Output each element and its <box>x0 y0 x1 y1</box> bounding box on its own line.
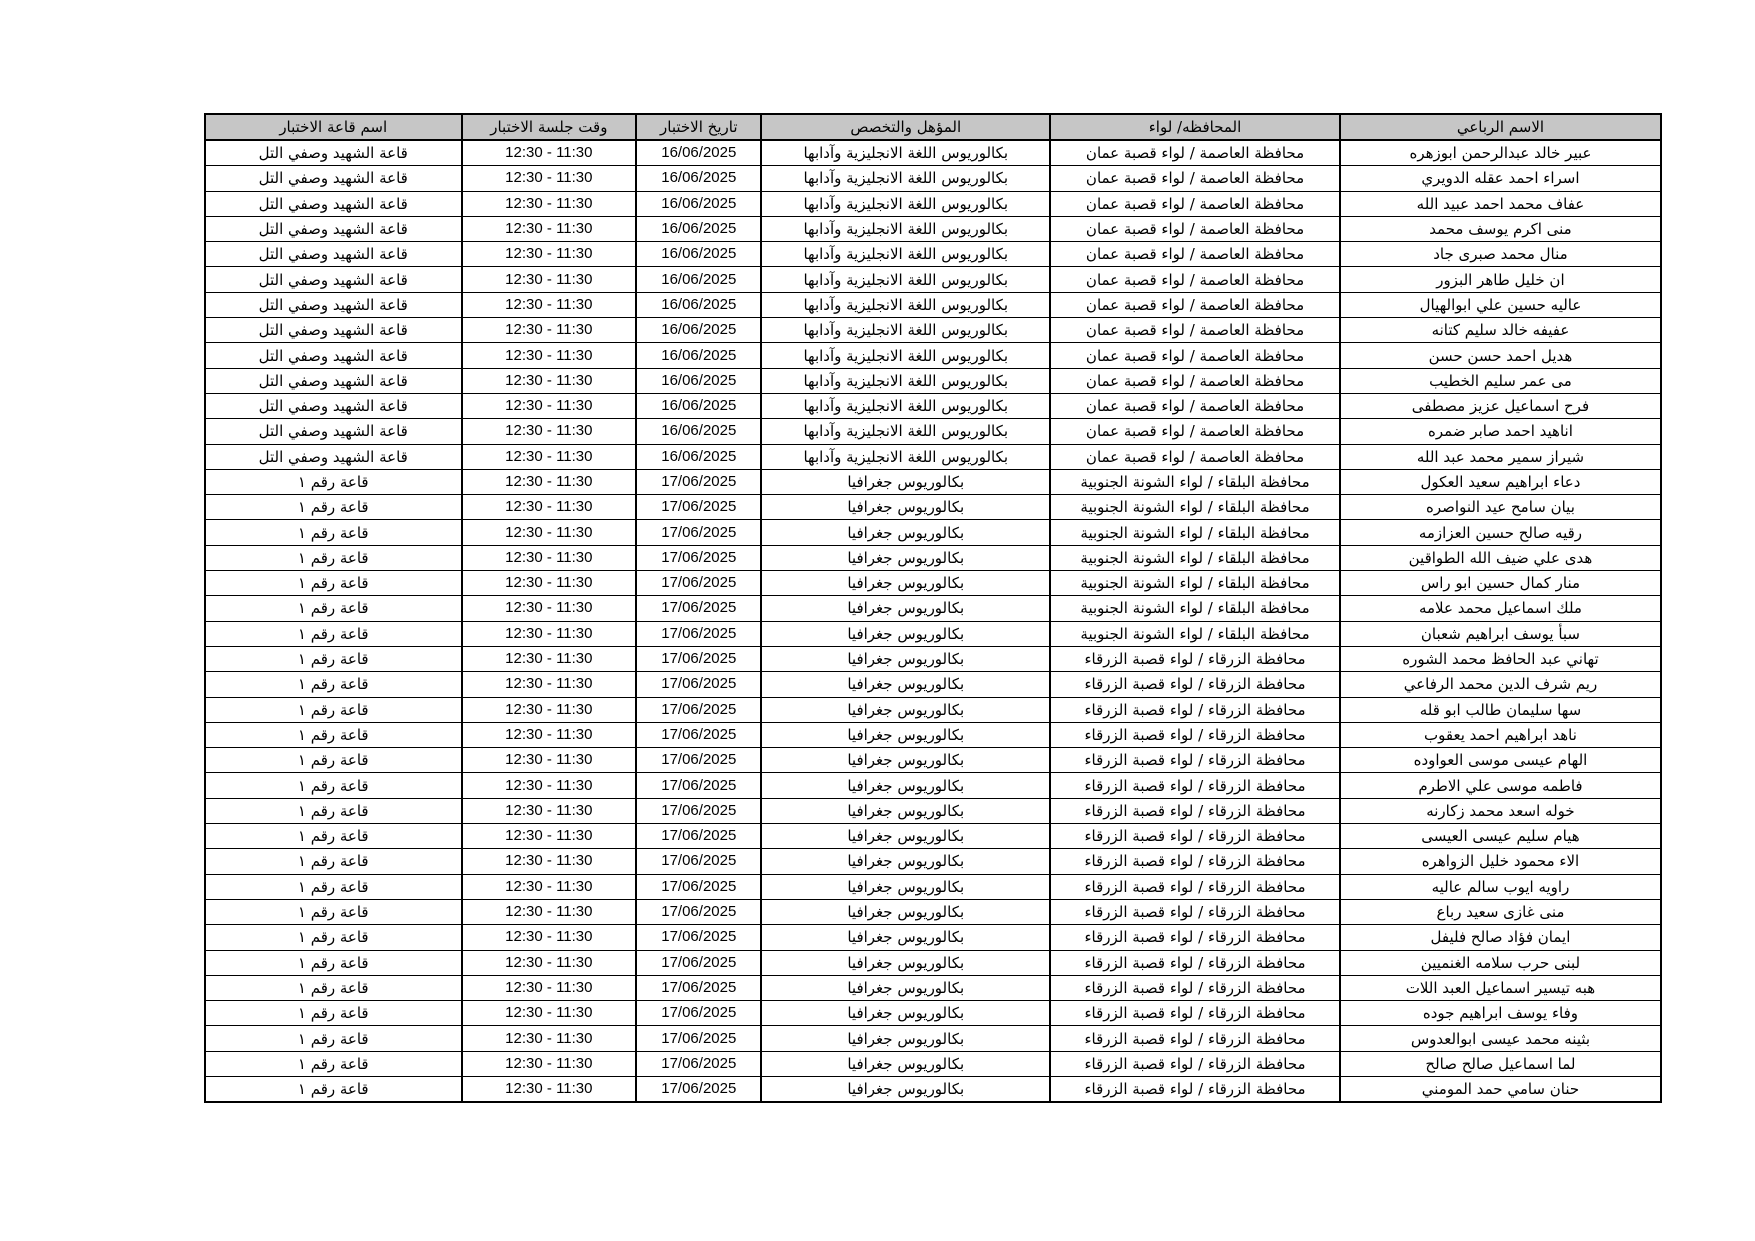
cell-name: منى غازى سعيد رباع <box>1340 899 1661 924</box>
cell-name: ملك اسماعيل محمد علامه <box>1340 596 1661 621</box>
cell-governorate: محافظة العاصمة / لواء قصبة عمان <box>1050 419 1340 444</box>
cell-date: 16/06/2025 <box>636 267 761 292</box>
cell-qualification: بكالوريوس جغرافيا <box>761 1051 1050 1076</box>
cell-time: 11:30 - 12:30 <box>462 646 637 671</box>
cell-date: 17/06/2025 <box>636 849 761 874</box>
cell-time: 11:30 - 12:30 <box>462 393 637 418</box>
cell-date: 16/06/2025 <box>636 368 761 393</box>
cell-time: 11:30 - 12:30 <box>462 596 637 621</box>
cell-room: قاعة رقم ١ <box>205 545 462 570</box>
cell-room: قاعة رقم ١ <box>205 1026 462 1051</box>
cell-name: دعاء ابراهيم سعيد العكول <box>1340 469 1661 494</box>
cell-time: 11:30 - 12:30 <box>462 318 637 343</box>
cell-name: ان خليل طاهر البزور <box>1340 267 1661 292</box>
cell-date: 17/06/2025 <box>636 469 761 494</box>
cell-name: راويه ايوب سالم عاليه <box>1340 874 1661 899</box>
cell-governorate: محافظة الزرقاء / لواء قصبة الزرقاء <box>1050 748 1340 773</box>
cell-governorate: محافظة العاصمة / لواء قصبة عمان <box>1050 368 1340 393</box>
cell-date: 17/06/2025 <box>636 1001 761 1026</box>
cell-room: قاعة الشهيد وصفي التل <box>205 140 462 166</box>
cell-governorate: محافظة البلقاء / لواء الشونة الجنوبية <box>1050 596 1340 621</box>
cell-date: 17/06/2025 <box>636 824 761 849</box>
cell-time: 11:30 - 12:30 <box>462 925 637 950</box>
cell-time: 11:30 - 12:30 <box>462 545 637 570</box>
cell-room: قاعة رقم ١ <box>205 849 462 874</box>
cell-time: 11:30 - 12:30 <box>462 824 637 849</box>
cell-name: لبنى حرب سلامه الغنميين <box>1340 950 1661 975</box>
cell-name: اسراء احمد عقله الدويري <box>1340 166 1661 191</box>
cell-qualification: بكالوريوس جغرافيا <box>761 1026 1050 1051</box>
cell-qualification: بكالوريوس جغرافيا <box>761 697 1050 722</box>
cell-governorate: محافظة الزرقاء / لواء قصبة الزرقاء <box>1050 773 1340 798</box>
cell-qualification: بكالوريوس جغرافيا <box>761 975 1050 1000</box>
cell-time: 11:30 - 12:30 <box>462 242 637 267</box>
cell-time: 11:30 - 12:30 <box>462 267 637 292</box>
cell-qualification: بكالوريوس اللغة الانجليزية وآدابها <box>761 393 1050 418</box>
table-row <box>205 469 1661 494</box>
cell-time: 11:30 - 12:30 <box>462 444 637 469</box>
table-row <box>205 950 1661 975</box>
cell-qualification: بكالوريوس جغرافيا <box>761 621 1050 646</box>
cell-date: 17/06/2025 <box>636 495 761 520</box>
cell-date: 16/06/2025 <box>636 393 761 418</box>
cell-qualification: بكالوريوس جغرافيا <box>761 1076 1050 1102</box>
cell-qualification: بكالوريوس جغرافيا <box>761 545 1050 570</box>
table-row <box>205 444 1661 469</box>
cell-governorate: محافظة العاصمة / لواء قصبة عمان <box>1050 191 1340 216</box>
cell-qualification: بكالوريوس اللغة الانجليزية وآدابها <box>761 166 1050 191</box>
cell-date: 17/06/2025 <box>636 1026 761 1051</box>
cell-room: قاعة الشهيد وصفي التل <box>205 393 462 418</box>
table-row <box>205 1051 1661 1076</box>
cell-governorate: محافظة البلقاء / لواء الشونة الجنوبية <box>1050 520 1340 545</box>
cell-governorate: محافظة العاصمة / لواء قصبة عمان <box>1050 292 1340 317</box>
cell-governorate: محافظة الزرقاء / لواء قصبة الزرقاء <box>1050 849 1340 874</box>
cell-governorate: محافظة العاصمة / لواء قصبة عمان <box>1050 318 1340 343</box>
cell-governorate: محافظة العاصمة / لواء قصبة عمان <box>1050 140 1340 166</box>
cell-name: حنان سامي حمد المومني <box>1340 1076 1661 1102</box>
cell-time: 11:30 - 12:30 <box>462 571 637 596</box>
cell-governorate: محافظة العاصمة / لواء قصبة عمان <box>1050 343 1340 368</box>
cell-room: قاعة رقم ١ <box>205 520 462 545</box>
cell-governorate: محافظة الزرقاء / لواء قصبة الزرقاء <box>1050 672 1340 697</box>
cell-time: 11:30 - 12:30 <box>462 950 637 975</box>
exam-schedule-sheet <box>204 113 1662 1103</box>
cell-qualification: بكالوريوس جغرافيا <box>761 925 1050 950</box>
cell-governorate: محافظة الزرقاء / لواء قصبة الزرقاء <box>1050 722 1340 747</box>
table-row <box>205 419 1661 444</box>
cell-date: 17/06/2025 <box>636 520 761 545</box>
cell-name: ايمان فؤاد صالح فليفل <box>1340 925 1661 950</box>
cell-time: 11:30 - 12:30 <box>462 748 637 773</box>
cell-qualification: بكالوريوس اللغة الانجليزية وآدابها <box>761 267 1050 292</box>
cell-name: مى عمر سليم الخطيب <box>1340 368 1661 393</box>
cell-qualification: بكالوريوس جغرافيا <box>761 748 1050 773</box>
table-row <box>205 697 1661 722</box>
cell-time: 11:30 - 12:30 <box>462 1051 637 1076</box>
cell-room: قاعة رقم ١ <box>205 571 462 596</box>
cell-date: 16/06/2025 <box>636 216 761 241</box>
cell-date: 17/06/2025 <box>636 646 761 671</box>
cell-governorate: محافظة الزرقاء / لواء قصبة الزرقاء <box>1050 899 1340 924</box>
cell-qualification: بكالوريوس جغرافيا <box>761 596 1050 621</box>
cell-room: قاعة رقم ١ <box>205 925 462 950</box>
cell-qualification: بكالوريوس جغرافيا <box>761 798 1050 823</box>
cell-time: 11:30 - 12:30 <box>462 140 637 166</box>
cell-name: ناهد ابراهيم احمد يعقوب <box>1340 722 1661 747</box>
table-row <box>205 166 1661 191</box>
table-row <box>205 520 1661 545</box>
cell-room: قاعة رقم ١ <box>205 874 462 899</box>
cell-governorate: محافظة الزرقاء / لواء قصبة الزرقاء <box>1050 975 1340 1000</box>
cell-qualification: بكالوريوس جغرافيا <box>761 646 1050 671</box>
cell-room: قاعة رقم ١ <box>205 469 462 494</box>
table-row <box>205 267 1661 292</box>
cell-time: 11:30 - 12:30 <box>462 798 637 823</box>
cell-room: قاعة رقم ١ <box>205 596 462 621</box>
cell-time: 11:30 - 12:30 <box>462 672 637 697</box>
table-row <box>205 545 1661 570</box>
cell-time: 11:30 - 12:30 <box>462 899 637 924</box>
cell-qualification: بكالوريوس جغرافيا <box>761 469 1050 494</box>
cell-name: الهام عيسى موسى العواوده <box>1340 748 1661 773</box>
cell-room: قاعة رقم ١ <box>205 722 462 747</box>
table-row <box>205 925 1661 950</box>
cell-date: 16/06/2025 <box>636 242 761 267</box>
cell-governorate: محافظة الزرقاء / لواء قصبة الزرقاء <box>1050 824 1340 849</box>
cell-room: قاعة رقم ١ <box>205 1076 462 1102</box>
cell-name: وفاء يوسف ابراهيم جوده <box>1340 1001 1661 1026</box>
table-row <box>205 216 1661 241</box>
cell-qualification: بكالوريوس جغرافيا <box>761 950 1050 975</box>
table-row <box>205 596 1661 621</box>
cell-qualification: بكالوريوس اللغة الانجليزية وآدابها <box>761 444 1050 469</box>
cell-room: قاعة رقم ١ <box>205 950 462 975</box>
cell-qualification: بكالوريوس جغرافيا <box>761 773 1050 798</box>
cell-room: قاعة رقم ١ <box>205 975 462 1000</box>
cell-name: عفاف محمد احمد عبيد الله <box>1340 191 1661 216</box>
cell-governorate: محافظة البلقاء / لواء الشونة الجنوبية <box>1050 545 1340 570</box>
cell-date: 17/06/2025 <box>636 748 761 773</box>
cell-date: 17/06/2025 <box>636 1076 761 1102</box>
table-body <box>205 140 1661 1102</box>
table-row <box>205 191 1661 216</box>
cell-room: قاعة رقم ١ <box>205 646 462 671</box>
header-qualification: المؤهل والتخصص <box>761 114 1050 140</box>
cell-time: 11:30 - 12:30 <box>462 292 637 317</box>
cell-room: قاعة الشهيد وصفي التل <box>205 166 462 191</box>
cell-date: 17/06/2025 <box>636 672 761 697</box>
cell-room: قاعة رقم ١ <box>205 697 462 722</box>
cell-name: شيراز سمير محمد عبد الله <box>1340 444 1661 469</box>
cell-date: 17/06/2025 <box>636 722 761 747</box>
cell-date: 17/06/2025 <box>636 621 761 646</box>
cell-date: 16/06/2025 <box>636 318 761 343</box>
cell-date: 17/06/2025 <box>636 1051 761 1076</box>
cell-time: 11:30 - 12:30 <box>462 849 637 874</box>
cell-name: فاطمه موسى علي الاطرم <box>1340 773 1661 798</box>
cell-date: 17/06/2025 <box>636 697 761 722</box>
cell-date: 17/06/2025 <box>636 596 761 621</box>
cell-qualification: بكالوريوس جغرافيا <box>761 722 1050 747</box>
table-row <box>205 975 1661 1000</box>
cell-name: منى اكرم يوسف محمد <box>1340 216 1661 241</box>
cell-date: 17/06/2025 <box>636 975 761 1000</box>
cell-date: 17/06/2025 <box>636 899 761 924</box>
table-row <box>205 1026 1661 1051</box>
cell-governorate: محافظة العاصمة / لواء قصبة عمان <box>1050 267 1340 292</box>
table-row <box>205 1076 1661 1102</box>
cell-governorate: محافظة العاصمة / لواء قصبة عمان <box>1050 216 1340 241</box>
table-row <box>205 368 1661 393</box>
cell-room: قاعة الشهيد وصفي التل <box>205 216 462 241</box>
cell-qualification: بكالوريوس اللغة الانجليزية وآدابها <box>761 242 1050 267</box>
cell-date: 16/06/2025 <box>636 343 761 368</box>
cell-date: 17/06/2025 <box>636 925 761 950</box>
cell-name: فرح اسماعيل عزيز مصطفى <box>1340 393 1661 418</box>
cell-name: رقيه صالح حسين العزازمه <box>1340 520 1661 545</box>
table-row <box>205 748 1661 773</box>
table-row <box>205 393 1661 418</box>
header-governorate: المحافظه/ لواء <box>1050 114 1340 140</box>
cell-governorate: محافظة البلقاء / لواء الشونة الجنوبية <box>1050 495 1340 520</box>
cell-qualification: بكالوريوس جغرافيا <box>761 1001 1050 1026</box>
cell-governorate: محافظة العاصمة / لواء قصبة عمان <box>1050 242 1340 267</box>
table-row <box>205 773 1661 798</box>
table-row <box>205 672 1661 697</box>
cell-qualification: بكالوريوس جغرافيا <box>761 824 1050 849</box>
cell-governorate: محافظة البلقاء / لواء الشونة الجنوبية <box>1050 621 1340 646</box>
cell-qualification: بكالوريوس اللغة الانجليزية وآدابها <box>761 191 1050 216</box>
cell-qualification: بكالوريوس جغرافيا <box>761 874 1050 899</box>
header-time: وقت جلسة الاختبار <box>462 114 637 140</box>
cell-governorate: محافظة الزرقاء / لواء قصبة الزرقاء <box>1050 1051 1340 1076</box>
header-date: تاريخ الاختبار <box>636 114 761 140</box>
cell-governorate: محافظة العاصمة / لواء قصبة عمان <box>1050 393 1340 418</box>
cell-room: قاعة رقم ١ <box>205 773 462 798</box>
cell-qualification: بكالوريوس اللغة الانجليزية وآدابها <box>761 292 1050 317</box>
table-row <box>205 242 1661 267</box>
cell-time: 11:30 - 12:30 <box>462 419 637 444</box>
cell-room: قاعة رقم ١ <box>205 748 462 773</box>
cell-qualification: بكالوريوس جغرافيا <box>761 849 1050 874</box>
table-row <box>205 824 1661 849</box>
cell-qualification: بكالوريوس اللغة الانجليزية وآدابها <box>761 343 1050 368</box>
cell-date: 17/06/2025 <box>636 950 761 975</box>
cell-date: 16/06/2025 <box>636 292 761 317</box>
cell-name: بثينه محمد عيسى ابوالعدوس <box>1340 1026 1661 1051</box>
table-row <box>205 571 1661 596</box>
cell-name: منال محمد صبرى جاد <box>1340 242 1661 267</box>
table-row <box>205 798 1661 823</box>
cell-name: هديل احمد حسن حسن <box>1340 343 1661 368</box>
table-row <box>205 140 1661 166</box>
cell-name: بيان سامح عيد النواصره <box>1340 495 1661 520</box>
cell-time: 11:30 - 12:30 <box>462 469 637 494</box>
cell-governorate: محافظة العاصمة / لواء قصبة عمان <box>1050 444 1340 469</box>
cell-governorate: محافظة الزرقاء / لواء قصبة الزرقاء <box>1050 697 1340 722</box>
cell-qualification: بكالوريوس جغرافيا <box>761 520 1050 545</box>
cell-governorate: محافظة الزرقاء / لواء قصبة الزرقاء <box>1050 646 1340 671</box>
cell-governorate: محافظة الزرقاء / لواء قصبة الزرقاء <box>1050 950 1340 975</box>
cell-name: عاليه حسين علي ابوالهيال <box>1340 292 1661 317</box>
cell-time: 11:30 - 12:30 <box>462 343 637 368</box>
cell-time: 11:30 - 12:30 <box>462 621 637 646</box>
cell-date: 16/06/2025 <box>636 140 761 166</box>
cell-name: سها سليمان طالب ابو قله <box>1340 697 1661 722</box>
cell-time: 11:30 - 12:30 <box>462 975 637 1000</box>
cell-date: 17/06/2025 <box>636 874 761 899</box>
exam-schedule-table <box>204 113 1662 1103</box>
cell-name: عبير خالد عبدالرحمن ابوزهره <box>1340 140 1661 166</box>
cell-name: ريم شرف الدين محمد الرفاعي <box>1340 672 1661 697</box>
cell-date: 16/06/2025 <box>636 191 761 216</box>
cell-time: 11:30 - 12:30 <box>462 1076 637 1102</box>
table-header <box>205 114 1661 140</box>
cell-room: قاعة الشهيد وصفي التل <box>205 267 462 292</box>
cell-room: قاعة رقم ١ <box>205 798 462 823</box>
cell-room: قاعة الشهيد وصفي التل <box>205 444 462 469</box>
cell-qualification: بكالوريوس جغرافيا <box>761 899 1050 924</box>
table-row <box>205 722 1661 747</box>
cell-governorate: محافظة الزرقاء / لواء قصبة الزرقاء <box>1050 925 1340 950</box>
cell-qualification: بكالوريوس جغرافيا <box>761 495 1050 520</box>
cell-room: قاعة رقم ١ <box>205 621 462 646</box>
cell-qualification: بكالوريوس اللغة الانجليزية وآدابها <box>761 140 1050 166</box>
table-row <box>205 292 1661 317</box>
cell-date: 16/06/2025 <box>636 166 761 191</box>
cell-room: قاعة رقم ١ <box>205 1051 462 1076</box>
table-row <box>205 899 1661 924</box>
cell-name: اناهيد احمد صابر ضمره <box>1340 419 1661 444</box>
cell-room: قاعة رقم ١ <box>205 899 462 924</box>
table-row <box>205 874 1661 899</box>
cell-room: قاعة الشهيد وصفي التل <box>205 318 462 343</box>
cell-room: قاعة الشهيد وصفي التل <box>205 191 462 216</box>
cell-name: هدى علي ضيف الله الطواقين <box>1340 545 1661 570</box>
cell-time: 11:30 - 12:30 <box>462 520 637 545</box>
table-row <box>205 343 1661 368</box>
cell-governorate: محافظة البلقاء / لواء الشونة الجنوبية <box>1050 571 1340 596</box>
cell-date: 17/06/2025 <box>636 571 761 596</box>
cell-time: 11:30 - 12:30 <box>462 495 637 520</box>
cell-qualification: بكالوريوس اللغة الانجليزية وآدابها <box>761 368 1050 393</box>
cell-date: 16/06/2025 <box>636 444 761 469</box>
cell-qualification: بكالوريوس اللغة الانجليزية وآدابها <box>761 318 1050 343</box>
cell-governorate: محافظة البلقاء / لواء الشونة الجنوبية <box>1050 469 1340 494</box>
table-row <box>205 621 1661 646</box>
cell-qualification: بكالوريوس جغرافيا <box>761 571 1050 596</box>
cell-governorate: محافظة الزرقاء / لواء قصبة الزرقاء <box>1050 1026 1340 1051</box>
cell-governorate: محافظة الزرقاء / لواء قصبة الزرقاء <box>1050 798 1340 823</box>
cell-time: 11:30 - 12:30 <box>462 722 637 747</box>
cell-qualification: بكالوريوس جغرافيا <box>761 672 1050 697</box>
cell-time: 11:30 - 12:30 <box>462 1001 637 1026</box>
cell-name: تهاني عبد الحافظ محمد الشوره <box>1340 646 1661 671</box>
cell-room: قاعة رقم ١ <box>205 1001 462 1026</box>
cell-time: 11:30 - 12:30 <box>462 773 637 798</box>
cell-room: قاعة الشهيد وصفي التل <box>205 292 462 317</box>
cell-name: هبه تيسير اسماعيل العبد اللات <box>1340 975 1661 1000</box>
cell-date: 17/06/2025 <box>636 545 761 570</box>
cell-time: 11:30 - 12:30 <box>462 874 637 899</box>
cell-name: عفيفه خالد سليم كتانه <box>1340 318 1661 343</box>
header-room: اسم قاعة الاختبار <box>205 114 462 140</box>
cell-date: 16/06/2025 <box>636 419 761 444</box>
cell-name: خوله اسعد محمد زكارنه <box>1340 798 1661 823</box>
cell-time: 11:30 - 12:30 <box>462 1026 637 1051</box>
cell-name: هيام سليم عيسى العيسى <box>1340 824 1661 849</box>
cell-room: قاعة الشهيد وصفي التل <box>205 343 462 368</box>
cell-room: قاعة الشهيد وصفي التل <box>205 368 462 393</box>
table-row <box>205 646 1661 671</box>
cell-name: الاء محمود خليل الزواهره <box>1340 849 1661 874</box>
cell-governorate: محافظة العاصمة / لواء قصبة عمان <box>1050 166 1340 191</box>
cell-date: 17/06/2025 <box>636 798 761 823</box>
cell-name: لما اسماعيل صالح صالح <box>1340 1051 1661 1076</box>
cell-name: سبأ يوسف ابراهيم شعبان <box>1340 621 1661 646</box>
table-row <box>205 495 1661 520</box>
cell-room: قاعة رقم ١ <box>205 672 462 697</box>
table-row <box>205 849 1661 874</box>
cell-time: 11:30 - 12:30 <box>462 697 637 722</box>
cell-room: قاعة الشهيد وصفي التل <box>205 419 462 444</box>
cell-time: 11:30 - 12:30 <box>462 368 637 393</box>
cell-governorate: محافظة الزرقاء / لواء قصبة الزرقاء <box>1050 874 1340 899</box>
cell-qualification: بكالوريوس اللغة الانجليزية وآدابها <box>761 216 1050 241</box>
cell-time: 11:30 - 12:30 <box>462 166 637 191</box>
cell-room: قاعة رقم ١ <box>205 824 462 849</box>
cell-room: قاعة الشهيد وصفي التل <box>205 242 462 267</box>
header-name: الاسم الرباعي <box>1340 114 1661 140</box>
cell-time: 11:30 - 12:30 <box>462 216 637 241</box>
cell-name: منار كمال حسين ابو راس <box>1340 571 1661 596</box>
table-row <box>205 318 1661 343</box>
table-row <box>205 1001 1661 1026</box>
header-row <box>205 114 1661 140</box>
cell-governorate: محافظة الزرقاء / لواء قصبة الزرقاء <box>1050 1076 1340 1102</box>
cell-date: 17/06/2025 <box>636 773 761 798</box>
cell-governorate: محافظة الزرقاء / لواء قصبة الزرقاء <box>1050 1001 1340 1026</box>
cell-room: قاعة رقم ١ <box>205 495 462 520</box>
cell-qualification: بكالوريوس اللغة الانجليزية وآدابها <box>761 419 1050 444</box>
cell-time: 11:30 - 12:30 <box>462 191 637 216</box>
